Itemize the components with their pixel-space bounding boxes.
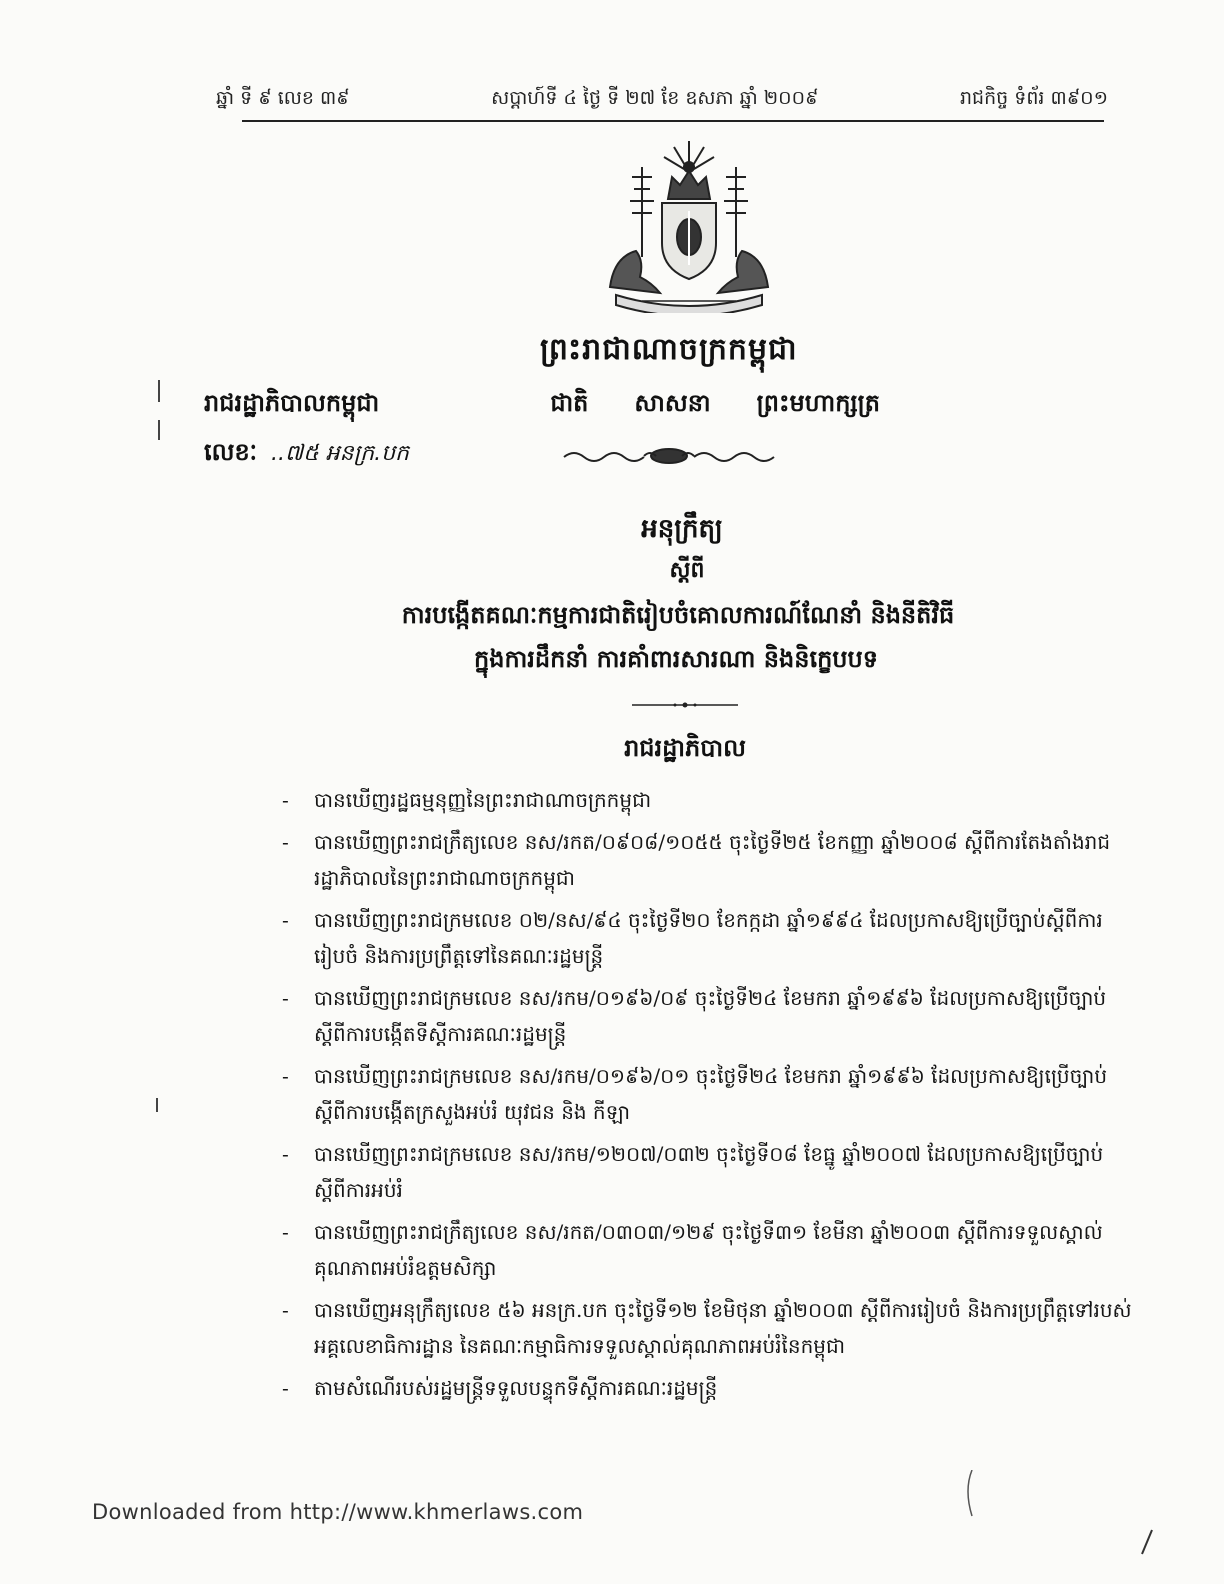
motto-nation: ជាតិ — [550, 388, 589, 417]
list-item — [282, 902, 1132, 974]
list-item — [282, 1292, 1132, 1364]
document-number-label: លេខៈ — [204, 437, 258, 466]
preamble-list — [282, 782, 1132, 1412]
list-item-text: តាមសំណើរបស់រដ្ឋមន្ត្រីទទួលបន្ទុកទីស្តីការគណៈរដ្ឋមន្ត្រី — [314, 1376, 718, 1400]
document-number-value: ..៧៥ អនក្រ.បក — [271, 441, 410, 466]
list-dash: - — [282, 788, 289, 812]
list-item-text: បានឃើញព្រះរាជក្រឹត្យលេខ នស/រកត/០៩០៨/១០៥៥ ចុះថ្ងៃទី២៥ ខែកញ្ញា ឆ្នាំ២០០៨ ស្តីពីការតែងតាំងរាជរដ្ឋាភិបាលនៃព្រះរាជាណាចក្រកម្ពុជា — [314, 830, 1111, 890]
kingdom-title: ព្រះរាជាណាចក្រកម្ពុជា — [540, 332, 798, 367]
royal-coat-of-arms-icon — [602, 137, 776, 313]
list-item — [282, 782, 1132, 818]
list-item — [282, 824, 1132, 896]
header-divider — [242, 120, 1104, 122]
decree-subject-line1: ការបង្កើតគណៈកម្មការជាតិរៀបចំគោលការណ៍ណែនាំ និងនីតិវិធី — [401, 600, 955, 629]
ornament-divider-icon — [560, 443, 778, 469]
list-dash: - — [282, 908, 289, 932]
gazette-issue: ឆ្នាំ ទី ៩ លេខ ៣៩ — [216, 87, 350, 109]
list-item-text: បានឃើញអនុក្រឹត្យលេខ ៥៦ អនក្រ.បក ចុះថ្ងៃទី១២ ខែមិថុនា ឆ្នាំ២០០៣ ស្តីពីការរៀបចំ និងការប្រព្រឹត្តទៅរបស់អគ្គលេខាធិការដ្ឋាន នៃគណៈកម្មាធិការទទួលស្គាល់គុណភាពអប់រំនៃកម្ពុជា — [314, 1298, 1132, 1358]
document-number — [204, 437, 409, 472]
title-separator-icon — [630, 700, 740, 710]
gazette-header — [216, 86, 1108, 114]
list-dash: - — [282, 1376, 289, 1400]
list-dash: - — [282, 1064, 289, 1088]
decree-on: ស្តីពី — [669, 557, 705, 583]
list-item-text: បានឃើញរដ្ឋធម្មនុញ្ញនៃព្រះរាជាណាចក្រកម្ពុជា — [314, 788, 652, 812]
gazette-page: រាជកិច្ច ទំព័រ ៣៩០១ — [960, 87, 1108, 109]
pen-mark-icon — [960, 1470, 1160, 1570]
list-dash: - — [282, 830, 289, 854]
list-item — [282, 1214, 1132, 1286]
government-motto-line — [204, 388, 880, 423]
national-motto — [550, 388, 880, 423]
list-dash: - — [282, 1220, 289, 1244]
motto-religion: សាសនា — [634, 388, 711, 417]
motto-king: ព្រះមហាក្សត្រ — [756, 388, 880, 417]
decree-subject-line2: ក្នុងការដឹកនាំ ការគាំពារសារណា និងនិក្ខេបបទ — [473, 644, 878, 673]
list-dash: - — [282, 1298, 289, 1322]
list-item — [282, 1370, 1132, 1406]
decree-type: អនុក្រឹត្យ — [641, 514, 723, 544]
list-item — [282, 1058, 1132, 1130]
list-item — [282, 1136, 1132, 1208]
list-item-text: បានឃើញព្រះរាជក្រមលេខ នស/រកម/០១៩៦/០១ ចុះថ្ងៃទី២៤ ខែមករា ឆ្នាំ១៩៩៦ ដែលប្រកាសឱ្យប្រើច្បាប់ស្តីពីការបង្កើតក្រសួងអប់រំ យុវជន និង កីឡា — [314, 1064, 1108, 1124]
scan-mark — [158, 380, 160, 402]
download-source-footer: Downloaded from http://www.khmerlaws.com — [92, 1500, 584, 1524]
government-name: រាជរដ្ឋាភិបាលកម្ពុជា — [204, 388, 380, 417]
list-item — [282, 980, 1132, 1052]
scan-mark — [156, 1098, 158, 1112]
list-item-text: បានឃើញព្រះរាជក្រឹត្យលេខ នស/រកត/០៣០៣/១២៩ ចុះថ្ងៃទី៣១ ខែមីនា ឆ្នាំ២០០៣ ស្តីពីការទទួលស្គាល់គុណភាពអប់រំឧត្តមសិក្សា — [314, 1220, 1103, 1280]
list-item-text: បានឃើញព្រះរាជក្រមលេខ នស/រកម/០១៩៦/០៩ ចុះថ្ងៃទី២៤ ខែមករា ឆ្នាំ១៩៩៦ ដែលប្រកាសឱ្យប្រើច្បាប់ ស្តីពីការបង្កើតទីស្តីការគណៈរដ្ឋមន្ត្រី — [314, 986, 1107, 1046]
list-item-text: បានឃើញព្រះរាជក្រមលេខ នស/រកម/១២០៧/០៣២ ចុះថ្ងៃទី០៨ ខែធ្នូ ឆ្នាំ២០០៧ ដែលប្រកាសឱ្យប្រើច្បាប់ស្តីពីការអប់រំ — [314, 1142, 1104, 1202]
government-heading: រាជរដ្ឋាភិបាល — [624, 733, 746, 762]
list-dash: - — [282, 986, 289, 1010]
list-dash: - — [282, 1142, 289, 1166]
scan-mark — [158, 420, 160, 440]
gazette-date: សប្តាហ៍ទី ៤ ថ្ងៃ ទី ២៧ ខែ ឧសភា ឆ្នាំ ២០០៩ — [491, 87, 819, 109]
list-item-text: បានឃើញព្រះរាជក្រមលេខ ០២/នស/៩៤ ចុះថ្ងៃទី២០ ខែកក្កដា ឆ្នាំ១៩៩៤ ដែលប្រកាសឱ្យប្រើច្បាប់ស្តីពីការរៀបចំ និងការប្រព្រឹត្តទៅនៃគណៈរដ្ឋមន្ត្រី — [314, 908, 1103, 968]
